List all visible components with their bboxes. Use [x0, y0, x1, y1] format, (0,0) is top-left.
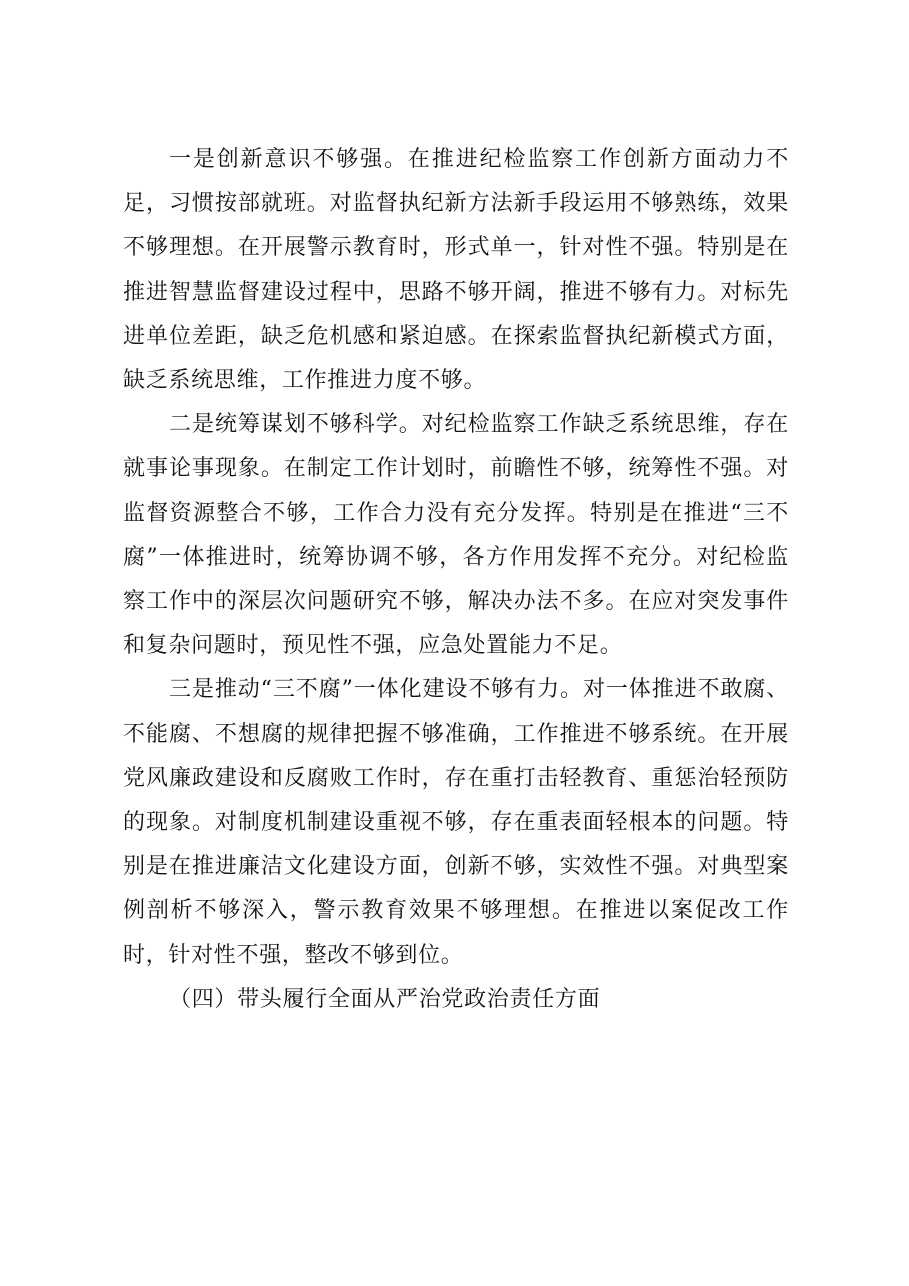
document-body [123, 138, 789, 1022]
paragraph-three-no-corruption: 三是推动“三不腐”一体化建设不够有力。对一体推进不敢腐、不能腐、不想腐的规律把握不够准确，工作推进不够系统。在开展党风廉政建设和反腐败工作时，存在重打击轻教育、重惩治轻预防的现象。对制度机制建设重视不够，存在重表面轻根本的问题。特别是在推进廉洁文化建设方面，创新不够，实效性不强。对典型案例剖析不够深入，警示教育效果不够理想。在推进以案促改工作时，针对性不强，整改不够到位。 [123, 677, 789, 968]
paragraph-planning: 二是统筹谋划不够科学。对纪检监察工作缺乏系统思维，存在就事论事现象。在制定工作计划时，前瞻性不够，统筹性不强。对监督资源整合不够，工作合力没有充分发挥。特别是在推进“三不腐”一体推进时，统筹协调不够，各方作用发挥不充分。对纪检监察工作中的深层次问题研究不够，解决办法不多。在应对突发事件和复杂问题时，预见性不强，应急处置能力不足。 [123, 412, 789, 659]
paragraph-innovation: 一是创新意识不够强。在推进纪检监察工作创新方面动力不足，习惯按部就班。对监督执纪新方法新手段运用不够熟练，效果不够理想。在开展警示教育时，形式单一，针对性不强。特别是在推进智慧监督建设过程中，思路不够开阔，推进不够有力。对标先进单位差距，缺乏危机感和紧迫感。在探索监督执纪新模式方面，缺乏系统思维，工作推进力度不够。 [123, 147, 789, 394]
section-heading: （四）带头履行全面从严治党政治责任方面 [169, 986, 601, 1012]
